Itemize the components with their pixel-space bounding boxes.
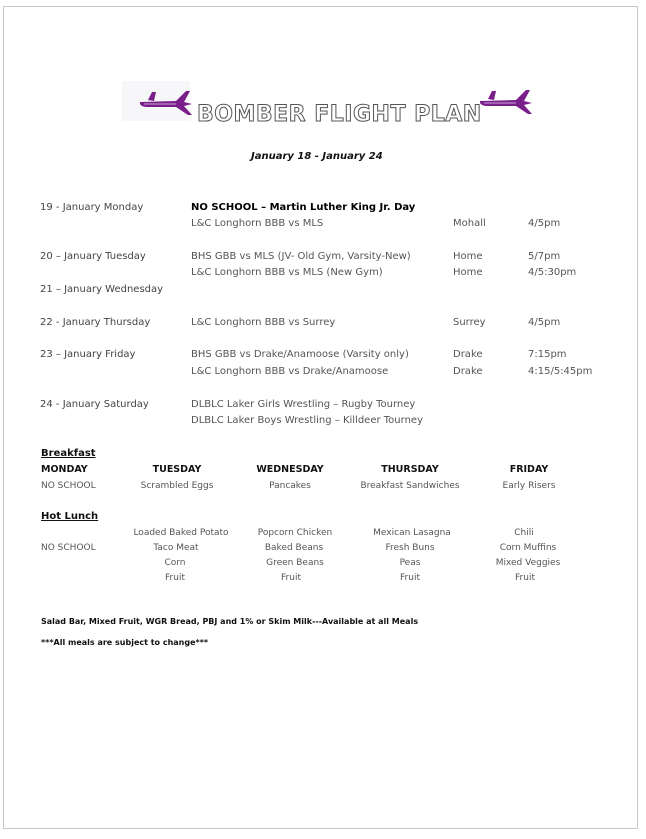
event-text: DLBLC Laker Girls Wrestling – Rugby Tourney	[191, 399, 416, 410]
event-location: Mohall	[453, 218, 486, 229]
day-header: TUESDAY	[152, 464, 202, 475]
breakfast-item: Scrambled Eggs	[140, 481, 214, 491]
purple-airplane-icon	[476, 87, 534, 117]
lunch-item: Loaded Baked Potato	[133, 528, 229, 538]
breakfast-item: Early Risers	[502, 481, 556, 491]
event-location: Drake	[453, 366, 483, 377]
lunch-item: Chili	[514, 528, 534, 538]
event-time: 4:15/5:45pm	[528, 366, 593, 377]
event-time: 4/5pm	[528, 218, 561, 229]
event-text: L&C Longhorn BBB vs MLS (New Gym)	[191, 267, 383, 278]
event-text: L&C Longhorn BBB vs Surrey	[191, 317, 336, 328]
lunch-item: Peas	[399, 558, 421, 568]
lunch-item: Baked Beans	[264, 543, 324, 553]
day-header: WEDNESDAY	[256, 464, 324, 475]
disclaimer-note: ***All meals are subject to change***	[41, 638, 209, 647]
event-location: Drake	[453, 349, 483, 360]
lunch-item: Popcorn Chicken	[257, 528, 333, 538]
date-range: January 18 - January 24	[251, 151, 383, 162]
event-time: 4/5:30pm	[528, 267, 577, 278]
lunch-item: Mexican Lasagna	[373, 528, 451, 538]
event-time: 4/5pm	[528, 317, 561, 328]
event-time: 7:15pm	[528, 349, 567, 360]
lunch-item: Fruit	[400, 573, 420, 583]
event-text: L&C Longhorn BBB vs MLS	[191, 218, 324, 229]
event-location: Home	[453, 267, 483, 278]
event-time: 5/7pm	[528, 251, 561, 262]
document-title: BOMBER FLIGHT PLAN	[197, 102, 482, 127]
event-text: BHS GBB vs Drake/Anamoose (Varsity only)	[191, 349, 409, 360]
day-header: THURSDAY	[381, 464, 439, 475]
lunch-item: Fresh Buns	[385, 543, 435, 553]
day-label: 23 – January Friday	[40, 349, 136, 360]
breakfast-item: NO SCHOOL	[41, 481, 96, 491]
event-text: NO SCHOOL – Martin Luther King Jr. Day	[191, 202, 416, 213]
day-label: 21 – January Wednesday	[40, 284, 164, 295]
event-text: DLBLC Laker Boys Wrestling – Killdeer Tourney	[191, 415, 423, 426]
day-label: 20 – January Tuesday	[40, 251, 146, 262]
lunch-item: NO SCHOOL	[41, 543, 96, 553]
event-location: Home	[453, 251, 483, 262]
breakfast-item: Breakfast Sandwiches	[360, 481, 460, 491]
lunch-item: Corn Muffins	[499, 543, 557, 553]
day-label: 24 - January Saturday	[40, 399, 149, 410]
event-location: Surrey	[453, 317, 486, 328]
availability-note: Salad Bar, Mixed Fruit, WGR Bread, PBJ and 1% or Skim Milk---Available at all Meals	[41, 617, 419, 626]
event-text: BHS GBB vs MLS (JV- Old Gym, Varsity-New)	[191, 251, 411, 262]
event-text: L&C Longhorn BBB vs Drake/Anamoose	[191, 366, 389, 377]
day-label: 22 - January Thursday	[40, 317, 151, 328]
breakfast-heading: Breakfast	[41, 448, 96, 459]
lunch-item: Green Beans	[266, 558, 324, 568]
lunch-heading: Hot Lunch	[41, 511, 99, 522]
purple-airplane-icon	[136, 88, 194, 118]
lunch-item: Fruit	[281, 573, 301, 583]
lunch-item: Fruit	[165, 573, 185, 583]
breakfast-item: Pancakes	[269, 481, 311, 491]
day-label: 19 - January Monday	[40, 202, 144, 213]
lunch-item: Taco Meat	[153, 543, 199, 553]
lunch-item: Corn	[164, 558, 186, 568]
day-header: FRIDAY	[509, 464, 549, 475]
lunch-item: Fruit	[515, 573, 535, 583]
day-header: MONDAY	[41, 464, 88, 475]
lunch-item: Mixed Veggies	[495, 558, 561, 568]
